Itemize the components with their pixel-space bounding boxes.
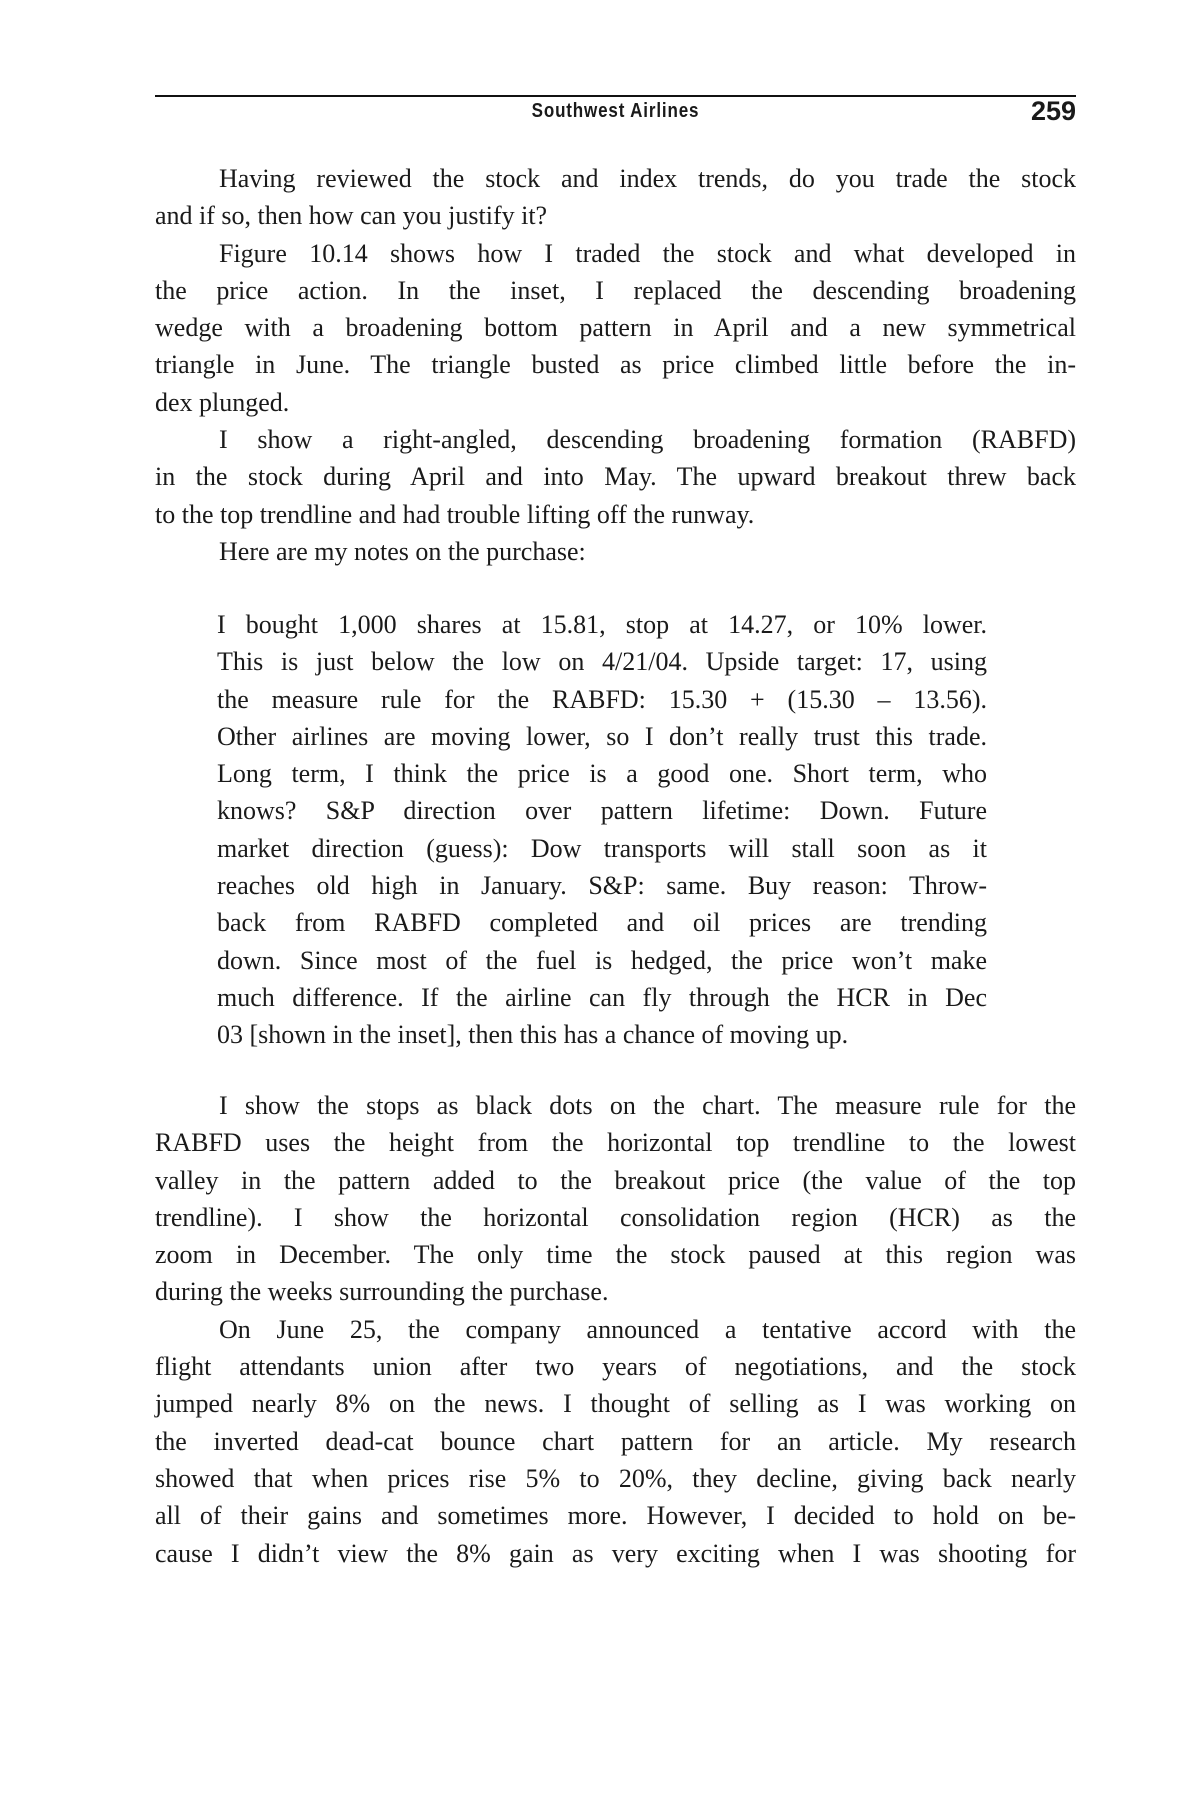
text-line: knows? S&P direction over pattern lifetime: Down. Future [217, 796, 987, 826]
text-line: RABFD uses the height from the horizontal top trendline to the lowest [155, 1128, 1076, 1158]
text-line: down. Since most of the fuel is hedged, the price won’t make [217, 945, 987, 975]
text-line: the inverted dead-cat bounce chart pattern for an article. My research [155, 1426, 1076, 1456]
text-line: On June 25, the company announced a tentative accord with the [219, 1314, 1076, 1344]
text-line: to the top trendline and had trouble lifting off the runway. [155, 499, 755, 529]
text-line: much difference. If the airline can fly through the HCR in Dec [217, 982, 987, 1012]
text-line: Having reviewed the stock and index trends, do you trade the stock [219, 164, 1076, 193]
text-line: I bought 1,000 shares at 15.81, stop at 14.27, or 10% lower. [217, 610, 987, 639]
page-number: 259 [1030, 96, 1076, 126]
text-line: valley in the pattern added to the breakout price (the value of the top [155, 1165, 1076, 1195]
text-line: all of their gains and sometimes more. However, I decided to hold on be- [155, 1501, 1076, 1531]
text-line: jumped nearly 8% on the news. I thought of selling as I was working on [155, 1389, 1076, 1419]
text-line: 03 [shown in the inset], then this has a chance of moving up. [217, 1020, 849, 1050]
text-line: I show a right-angled, descending broadening formation (RABFD) [219, 425, 1076, 455]
text-line: reaches old high in January. S&P: same. Buy reason: Throw- [217, 871, 987, 901]
purchase-notes-quote [217, 606, 987, 1054]
text-line: wedge with a broadening bottom pattern in April and a new symmetrical [155, 313, 1076, 343]
text-line: flight attendants union after two years of negotiations, and the stock [155, 1352, 1076, 1382]
text-line: Long term, I think the price is a good one. Short term, who [217, 759, 987, 789]
text-line: and if so, then how can you justify it? [155, 201, 548, 231]
text-line: I show the stops as black dots on the chart. The measure rule for the [219, 1091, 1076, 1120]
text-line: dex plunged. [155, 387, 290, 417]
text-line: during the weeks surrounding the purchase. [155, 1277, 609, 1307]
text-line: Other airlines are moving lower, so I don’t really trust this trade. [217, 721, 987, 751]
body-text-before-quote [155, 160, 1076, 570]
text-line: market direction (guess): Dow transports will stall soon as it [217, 833, 987, 863]
text-line: the price action. In the inset, I replaced the descending broadening [155, 275, 1076, 305]
text-line: zoom in December. The only time the stock paused at this region was [155, 1240, 1076, 1270]
text-line: in the stock during April and into May. The upward breakout threw back [155, 462, 1076, 492]
body-text-after-quote [155, 1087, 1076, 1572]
text-line: Here are my notes on the purchase: [219, 536, 586, 566]
text-line: This is just below the low on 4/21/04. Upside target: 17, using [217, 647, 987, 677]
text-line: the measure rule for the RABFD: 15.30 + (15.30 – 13.56). [217, 684, 987, 714]
header-rule [155, 95, 1076, 97]
text-line: triangle in June. The triangle busted as price climbed little before the in- [155, 350, 1076, 380]
text-line: showed that when prices rise 5% to 20%, they decline, giving back nearly [155, 1463, 1076, 1493]
text-line: trendline). I show the horizontal consolidation region (HCR) as the [155, 1202, 1076, 1232]
text-line: cause I didn’t view the 8% gain as very exciting when I was shooting for [155, 1538, 1076, 1568]
text-line: back from RABFD completed and oil prices are trending [217, 908, 987, 938]
text-line: Figure 10.14 shows how I traded the stock and what developed in [219, 238, 1076, 268]
running-title: Southwest Airlines [531, 100, 700, 122]
